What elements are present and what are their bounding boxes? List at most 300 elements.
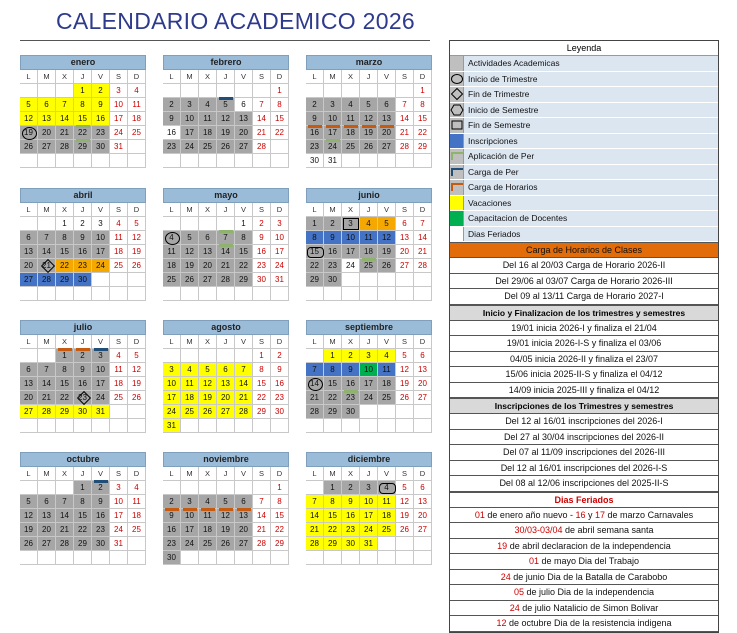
- inscripciones-title: Inscripciones de los Trimestres y semestres: [450, 398, 718, 414]
- day-cell: [414, 537, 432, 551]
- month-header: agosto: [163, 320, 289, 335]
- day-cell: 1: [235, 217, 253, 231]
- feriado-text: 12: [496, 618, 507, 628]
- day-cell: 28: [56, 537, 74, 551]
- day-cell: [56, 551, 74, 565]
- feriado-item: [450, 616, 718, 632]
- day-cell: [199, 349, 217, 363]
- day-cell: 4: [163, 231, 181, 245]
- day-cell: [271, 154, 289, 168]
- day-cell: 7: [253, 495, 271, 509]
- day-cell: 14: [306, 377, 324, 391]
- day-cell: 5: [360, 98, 378, 112]
- day-cell: 11: [342, 112, 360, 126]
- day-cell: 9: [92, 495, 110, 509]
- day-cell: [38, 481, 56, 495]
- day-cell: 25: [199, 537, 217, 551]
- day-cell: 12: [128, 231, 146, 245]
- day-cell: 5: [181, 231, 199, 245]
- day-cell: 3: [342, 217, 360, 231]
- weekday-label: D: [271, 70, 289, 84]
- day-cell: 12: [20, 112, 38, 126]
- month-septiembre: [306, 320, 432, 433]
- day-cell: 14: [306, 509, 324, 523]
- day-cell: 25: [342, 140, 360, 154]
- day-cell: 28: [253, 537, 271, 551]
- title-underline: [20, 40, 430, 41]
- weekday-label: J: [74, 467, 92, 481]
- weekday-label: V: [235, 203, 253, 217]
- day-cell: 22: [306, 259, 324, 273]
- legend-item: [450, 211, 718, 227]
- day-cell: 25: [163, 273, 181, 287]
- day-cell: 29: [74, 537, 92, 551]
- day-cell: 18: [378, 377, 396, 391]
- legend-item-label: Actividades Academicas: [464, 56, 718, 71]
- day-cell: 4: [199, 98, 217, 112]
- day-cell: 29: [324, 537, 342, 551]
- day-cell: 28: [56, 140, 74, 154]
- legend-item: [450, 87, 718, 103]
- day-cell: 21: [253, 523, 271, 537]
- day-cell: [181, 154, 199, 168]
- day-cell: 16: [74, 377, 92, 391]
- day-cell: [324, 84, 342, 98]
- day-cell: [342, 84, 360, 98]
- day-cell: 27: [38, 140, 56, 154]
- day-cell: 7: [217, 231, 235, 245]
- day-cell: 14: [38, 245, 56, 259]
- day-cell: 2: [342, 349, 360, 363]
- day-cell: 20: [38, 126, 56, 140]
- day-cell: 12: [199, 377, 217, 391]
- day-cell: 14: [56, 509, 74, 523]
- day-cell: 24: [342, 259, 360, 273]
- day-cell: [110, 287, 128, 301]
- day-cell: 9: [74, 231, 92, 245]
- day-cell: 28: [306, 405, 324, 419]
- day-cell: 22: [56, 391, 74, 405]
- day-cell: 20: [414, 509, 432, 523]
- day-cell: 15: [306, 245, 324, 259]
- day-cell: [217, 419, 235, 433]
- day-cell: [342, 287, 360, 301]
- day-cell: 30: [74, 273, 92, 287]
- day-cell: [306, 551, 324, 565]
- feriado-text: 24: [509, 602, 520, 613]
- day-cell: 5: [128, 217, 146, 231]
- weekday-label: X: [199, 203, 217, 217]
- feriado-text: de junio Dia de la Batalla de Carabobo: [510, 571, 668, 582]
- weekday-label: J: [217, 335, 235, 349]
- day-cell: [217, 349, 235, 363]
- day-cell: [360, 419, 378, 433]
- day-cell: [235, 551, 253, 565]
- day-cell: 9: [253, 231, 271, 245]
- day-cell: 31: [163, 419, 181, 433]
- day-cell: 3: [271, 217, 289, 231]
- day-cell: 3: [181, 98, 199, 112]
- day-cell: [253, 287, 271, 301]
- month-grid: [163, 335, 289, 433]
- legend-item-label: Carga de Per: [464, 165, 718, 180]
- day-cell: 28: [396, 140, 414, 154]
- weekday-label: M: [38, 467, 56, 481]
- weekday-label: S: [253, 203, 271, 217]
- day-cell: 24: [360, 391, 378, 405]
- weekday-label: D: [271, 467, 289, 481]
- day-cell: 29: [56, 405, 74, 419]
- day-cell: 2: [342, 481, 360, 495]
- day-cell: 26: [199, 405, 217, 419]
- month-header: enero: [20, 55, 146, 70]
- weekday-label: M: [181, 467, 199, 481]
- month-header: noviembre: [163, 452, 289, 467]
- day-cell: 30: [92, 537, 110, 551]
- day-cell: 1: [271, 84, 289, 98]
- day-cell: 20: [217, 391, 235, 405]
- day-cell: 24: [181, 537, 199, 551]
- weekday-label: L: [20, 467, 38, 481]
- day-cell: 4: [360, 217, 378, 231]
- weekday-label: S: [110, 203, 128, 217]
- day-cell: 12: [217, 112, 235, 126]
- weekday-label: L: [163, 467, 181, 481]
- day-cell: [163, 84, 181, 98]
- day-cell: 9: [306, 112, 324, 126]
- month-grid: [20, 70, 146, 168]
- day-cell: [74, 551, 92, 565]
- day-cell: 17: [110, 112, 128, 126]
- weekday-label: M: [324, 467, 342, 481]
- day-cell: [163, 287, 181, 301]
- day-cell: 23: [271, 391, 289, 405]
- day-cell: 13: [235, 509, 253, 523]
- weekday-label: X: [56, 70, 74, 84]
- day-cell: [20, 287, 38, 301]
- day-cell: [253, 481, 271, 495]
- legend-item: [450, 196, 718, 212]
- day-cell: 18: [360, 245, 378, 259]
- day-cell: [360, 405, 378, 419]
- day-cell: 4: [128, 481, 146, 495]
- carga-list: [450, 258, 718, 305]
- feriado-item: [450, 585, 718, 601]
- weekday-label: J: [360, 70, 378, 84]
- day-cell: [324, 551, 342, 565]
- day-cell: 27: [396, 259, 414, 273]
- day-cell: 15: [414, 112, 432, 126]
- day-cell: 18: [128, 112, 146, 126]
- day-cell: 7: [306, 495, 324, 509]
- day-cell: 26: [396, 391, 414, 405]
- day-cell: [56, 419, 74, 433]
- day-cell: 2: [92, 84, 110, 98]
- weekday-label: X: [342, 467, 360, 481]
- feriado-text: 30/03-03/04: [514, 525, 563, 535]
- day-cell: 8: [253, 363, 271, 377]
- day-cell: 29: [56, 273, 74, 287]
- day-cell: 10: [324, 112, 342, 126]
- day-cell: 20: [235, 523, 253, 537]
- weekday-label: X: [199, 70, 217, 84]
- month-noviembre: [163, 452, 289, 565]
- day-cell: 17: [360, 509, 378, 523]
- day-cell: 29: [271, 537, 289, 551]
- day-cell: [396, 405, 414, 419]
- weekday-label: J: [74, 203, 92, 217]
- weekday-label: X: [56, 335, 74, 349]
- day-cell: 24: [110, 126, 128, 140]
- day-cell: 11: [110, 363, 128, 377]
- day-cell: [396, 154, 414, 168]
- day-cell: 27: [378, 140, 396, 154]
- day-cell: [199, 154, 217, 168]
- day-cell: 25: [378, 523, 396, 537]
- weekday-label: D: [128, 203, 146, 217]
- day-cell: 2: [253, 217, 271, 231]
- day-cell: 17: [181, 523, 199, 537]
- day-cell: 15: [56, 377, 74, 391]
- weekday-label: S: [253, 467, 271, 481]
- day-cell: 22: [74, 126, 92, 140]
- day-cell: 3: [181, 495, 199, 509]
- weekday-label: V: [235, 335, 253, 349]
- month-diciembre: [306, 452, 432, 565]
- day-cell: 28: [414, 259, 432, 273]
- weekday-label: V: [235, 70, 253, 84]
- day-cell: [92, 287, 110, 301]
- day-cell: [92, 273, 110, 287]
- day-cell: 14: [253, 509, 271, 523]
- day-cell: 4: [342, 98, 360, 112]
- day-cell: [396, 419, 414, 433]
- legend-item-label: Dias Feriados: [464, 227, 718, 242]
- month-mayo: [163, 188, 289, 301]
- day-cell: [20, 481, 38, 495]
- weekday-label: X: [342, 335, 360, 349]
- day-cell: [20, 349, 38, 363]
- inicio-item: 14/09 inicia 2025-III y finaliza el 04/12: [450, 383, 718, 399]
- feriados-list: [450, 508, 718, 632]
- day-cell: 4: [199, 495, 217, 509]
- day-cell: 20: [378, 126, 396, 140]
- day-cell: 8: [235, 231, 253, 245]
- day-cell: 23: [163, 140, 181, 154]
- legend-header: Leyenda: [450, 41, 718, 56]
- day-cell: 31: [110, 537, 128, 551]
- feriado-item: [450, 539, 718, 555]
- day-cell: 13: [20, 377, 38, 391]
- day-cell: 10: [110, 495, 128, 509]
- day-cell: [342, 551, 360, 565]
- legend-item: [450, 227, 718, 243]
- weekday-label: S: [110, 70, 128, 84]
- legend-item: [450, 134, 718, 150]
- day-cell: [378, 551, 396, 565]
- day-cell: 23: [92, 126, 110, 140]
- weekday-label: L: [163, 335, 181, 349]
- day-cell: 19: [181, 259, 199, 273]
- day-cell: 28: [217, 273, 235, 287]
- day-cell: 16: [92, 112, 110, 126]
- day-cell: [199, 419, 217, 433]
- feriado-item: [450, 601, 718, 617]
- day-cell: 8: [306, 231, 324, 245]
- day-cell: [181, 551, 199, 565]
- day-cell: 23: [342, 523, 360, 537]
- day-cell: 1: [56, 217, 74, 231]
- day-cell: 14: [396, 112, 414, 126]
- weekday-label: M: [181, 335, 199, 349]
- day-cell: [128, 154, 146, 168]
- day-cell: 3: [110, 481, 128, 495]
- diamond-icon: [450, 87, 464, 102]
- legend-item-label: Carga de Horarios: [464, 180, 718, 195]
- day-cell: 27: [217, 405, 235, 419]
- day-cell: [92, 154, 110, 168]
- day-cell: 5: [20, 495, 38, 509]
- day-cell: 14: [217, 245, 235, 259]
- day-cell: [360, 287, 378, 301]
- day-cell: 1: [253, 349, 271, 363]
- day-cell: 11: [378, 363, 396, 377]
- inscripcion-item: Del 08 al 12/06 inscripciones del 2025-II-S: [450, 476, 718, 492]
- day-cell: 21: [306, 391, 324, 405]
- day-cell: 5: [217, 98, 235, 112]
- day-cell: 15: [253, 377, 271, 391]
- day-cell: 5: [217, 495, 235, 509]
- month-grid: [20, 203, 146, 301]
- day-cell: 26: [128, 259, 146, 273]
- day-cell: 13: [199, 245, 217, 259]
- day-cell: 21: [253, 126, 271, 140]
- weekday-label: M: [324, 203, 342, 217]
- day-cell: 24: [92, 259, 110, 273]
- weekday-label: V: [378, 203, 396, 217]
- day-cell: 18: [110, 377, 128, 391]
- day-cell: 17: [92, 377, 110, 391]
- day-cell: 9: [342, 363, 360, 377]
- page-title: CALENDARIO ACADEMICO 2026: [56, 8, 416, 34]
- day-cell: [253, 154, 271, 168]
- day-cell: 18: [378, 509, 396, 523]
- day-cell: 6: [199, 231, 217, 245]
- day-cell: 20: [396, 245, 414, 259]
- day-cell: 11: [128, 495, 146, 509]
- carga-item: Del 16 al 20/03 Carga de Horario 2026-II: [450, 258, 718, 274]
- day-cell: 4: [110, 349, 128, 363]
- day-cell: 25: [378, 391, 396, 405]
- day-cell: 24: [324, 140, 342, 154]
- month-header: julio: [20, 320, 146, 335]
- legend-item: [450, 56, 718, 72]
- day-cell: 9: [74, 363, 92, 377]
- day-cell: [360, 551, 378, 565]
- day-cell: 7: [306, 363, 324, 377]
- day-cell: [20, 154, 38, 168]
- month-header: abril: [20, 188, 146, 203]
- day-cell: [163, 154, 181, 168]
- feriado-text: de mayo Dia del Trabajo: [538, 556, 640, 566]
- legend-item: [450, 165, 718, 181]
- feriado-text: de marzo Carnavales: [605, 509, 694, 520]
- day-cell: 10: [181, 112, 199, 126]
- day-cell: 26: [20, 140, 38, 154]
- weekday-label: S: [396, 467, 414, 481]
- day-cell: [235, 481, 253, 495]
- day-cell: 17: [324, 126, 342, 140]
- day-cell: 29: [306, 273, 324, 287]
- day-cell: [56, 84, 74, 98]
- day-cell: 8: [324, 363, 342, 377]
- month-header: diciembre: [306, 452, 432, 467]
- day-cell: 15: [74, 509, 92, 523]
- weekday-label: V: [92, 335, 110, 349]
- day-cell: 24: [271, 259, 289, 273]
- day-cell: 29: [324, 405, 342, 419]
- day-cell: 21: [414, 245, 432, 259]
- day-cell: 6: [235, 495, 253, 509]
- day-cell: 1: [414, 84, 432, 98]
- day-cell: [38, 84, 56, 98]
- day-cell: 19: [128, 245, 146, 259]
- day-cell: 3: [92, 349, 110, 363]
- day-cell: [128, 551, 146, 565]
- day-cell: 13: [38, 509, 56, 523]
- day-cell: 8: [324, 495, 342, 509]
- day-cell: 7: [56, 98, 74, 112]
- day-cell: 6: [20, 231, 38, 245]
- weekday-label: S: [253, 70, 271, 84]
- day-cell: 22: [74, 523, 92, 537]
- day-cell: [342, 419, 360, 433]
- day-cell: 22: [56, 259, 74, 273]
- weekday-label: V: [378, 467, 396, 481]
- feriado-text: 17: [595, 509, 606, 520]
- day-cell: [38, 154, 56, 168]
- day-cell: [360, 154, 378, 168]
- day-cell: [271, 287, 289, 301]
- day-cell: 24: [360, 523, 378, 537]
- month-header: marzo: [306, 55, 432, 70]
- day-cell: 28: [253, 140, 271, 154]
- day-cell: 27: [20, 273, 38, 287]
- day-cell: 22: [253, 391, 271, 405]
- weekday-label: M: [324, 335, 342, 349]
- day-cell: 18: [181, 391, 199, 405]
- day-cell: [128, 140, 146, 154]
- day-cell: 12: [360, 112, 378, 126]
- day-cell: [181, 349, 199, 363]
- weekday-label: D: [128, 70, 146, 84]
- month-junio: [306, 188, 432, 301]
- day-cell: 30: [342, 405, 360, 419]
- day-cell: 22: [271, 126, 289, 140]
- month-julio: [20, 320, 146, 433]
- day-cell: [324, 419, 342, 433]
- day-cell: 19: [20, 126, 38, 140]
- day-cell: 25: [199, 140, 217, 154]
- blue-flag-icon: [450, 165, 464, 180]
- day-cell: 28: [38, 273, 56, 287]
- weekday-label: D: [271, 203, 289, 217]
- day-cell: 5: [199, 363, 217, 377]
- day-cell: [414, 273, 432, 287]
- month-febrero: [163, 55, 289, 168]
- day-cell: 3: [324, 98, 342, 112]
- day-cell: 8: [271, 98, 289, 112]
